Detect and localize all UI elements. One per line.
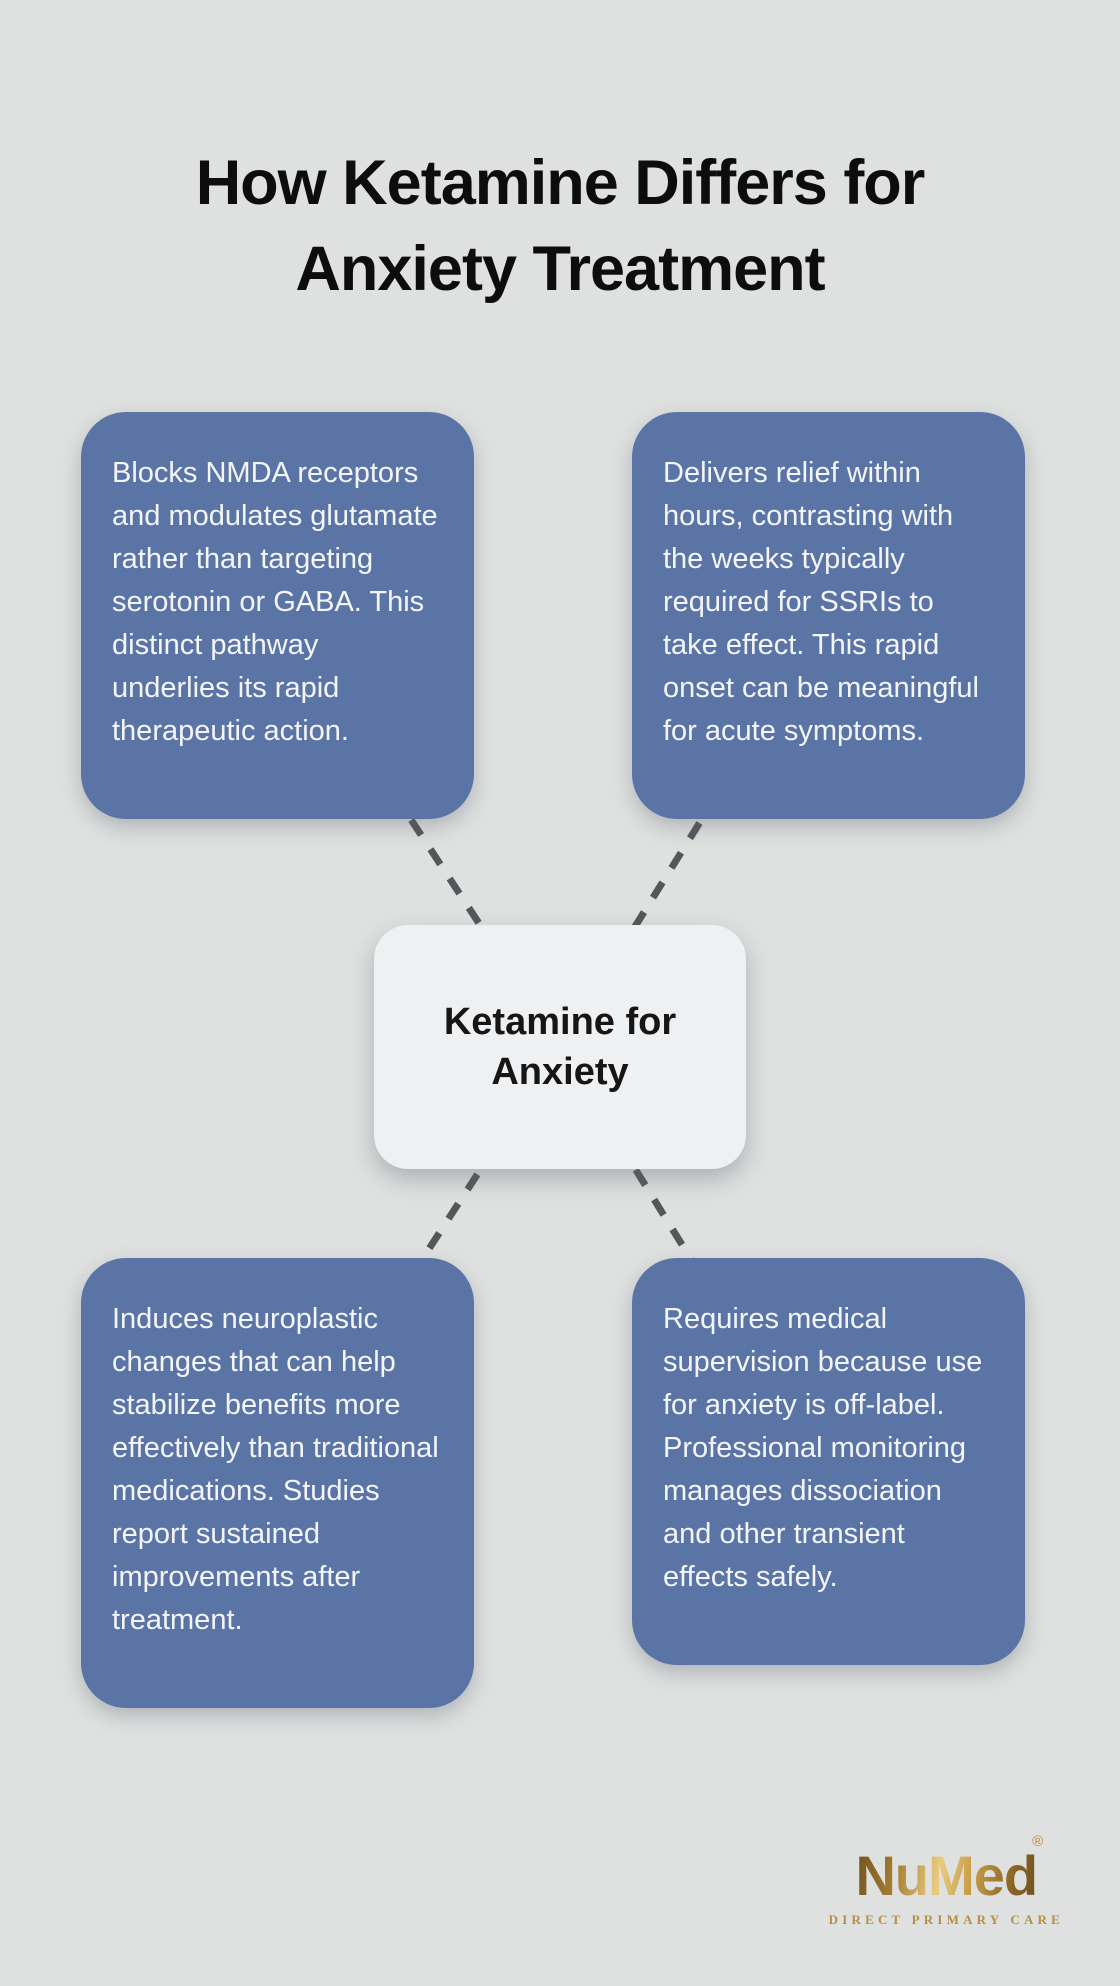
numed-logo <box>828 1833 1064 1928</box>
numed-logo-name: NuMed <box>855 1844 1038 1907</box>
center-node <box>374 925 746 1169</box>
registered-trademark-icon: ® <box>1032 1833 1044 1850</box>
node-card-text: Requires medical supervision because use for anxiety is off-label. Professional monitoring manages dissociation and other transient effects safely. <box>663 1303 983 1593</box>
center-node-line-1: Ketamine for <box>443 1001 677 1043</box>
page-title-line-1: How Ketamine Differs for <box>195 148 925 219</box>
node-card-supervision <box>632 1258 1025 1665</box>
center-node-label <box>444 997 676 1097</box>
node-card-neuroplasticity <box>81 1258 474 1708</box>
node-card-rapid-onset <box>632 412 1025 819</box>
node-card-text: Blocks NMDA receptors and modulates glutamate rather than targeting serotonin or GABA. This distinct pathway underlies its rapid therapeutic action. <box>112 457 438 747</box>
center-node-line-2: Anxiety <box>491 1051 629 1093</box>
node-card-mechanism <box>81 412 474 819</box>
numed-logo-wordmark <box>855 1833 1044 1907</box>
page-title-line-2: Anxiety Treatment <box>295 234 825 305</box>
numed-logo-tagline: DIRECT PRIMARY CARE <box>828 1912 1064 1927</box>
node-card-text: Induces neuroplastic changes that can help stabilize benefits more effectively than traditional medications. Studies report sustained improvements after treatment. <box>112 1303 439 1636</box>
node-card-text: Delivers relief within hours, contrasting with the weeks typically required for SSRIs to take effect. This rapid onset can be meaningful for acute symptoms. <box>663 457 979 747</box>
